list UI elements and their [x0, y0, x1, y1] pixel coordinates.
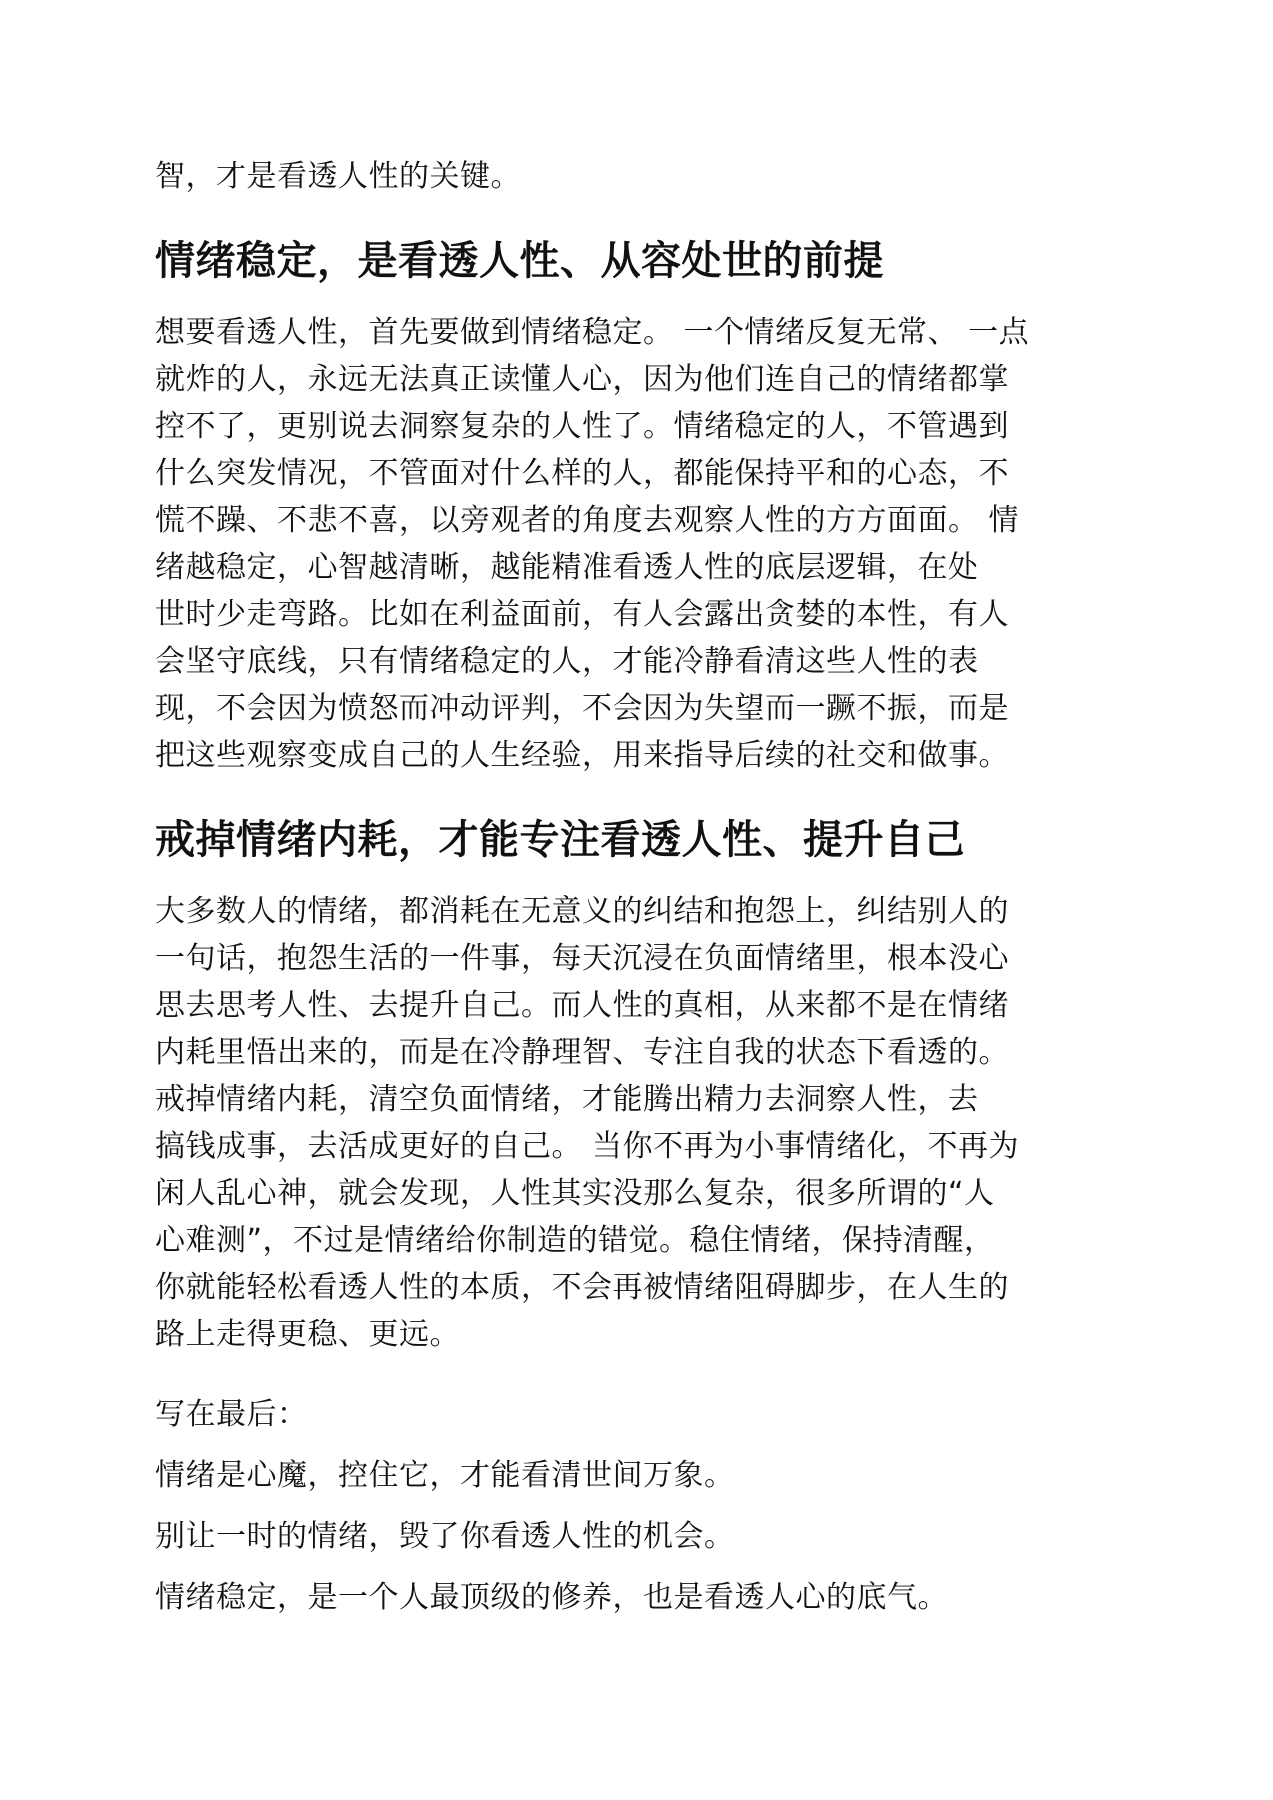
paragraph-line: 路上走得更稳、更远。 — [155, 1317, 460, 1352]
paragraph-line: 控不了，更别说去洞察复杂的人性了。情绪稳定的人，不管遇到 — [155, 409, 1009, 444]
paragraph-line: 心难测”，不过是情绪给你制造的错觉。稳住情绪，保持清醒， — [155, 1223, 995, 1258]
intro-line: 智，才是看透人性的关键。 — [155, 159, 521, 194]
document-page — [155, 0, 1120, 1800]
section2-heading: 戒掉情绪内耗，才能专注看透人性、提升自己 — [155, 817, 965, 863]
closing-line: 情绪是心魔，控住它，才能看清世间万象。 — [155, 1458, 735, 1493]
closing-label: 写在最后： — [155, 1397, 308, 1432]
paragraph-line: 现，不会因为愤怒而冲动评判，不会因为失望而一蹶不振，而是 — [155, 691, 1009, 726]
paragraph-line: 大多数人的情绪，都消耗在无意义的纠结和抱怨上，纠结别人的 — [155, 894, 1009, 929]
paragraph-line: 什么突发情况，不管面对什么样的人，都能保持平和的心态，不 — [155, 456, 1009, 491]
paragraph-line: 搞钱成事，去活成更好的自己。 当你不再为小事情绪化，不再为 — [155, 1129, 1020, 1164]
paragraph-line: 想要看透人性，首先要做到情绪稳定。 一个情绪反复无常、 一点 — [155, 315, 1030, 350]
paragraph-line: 绪越稳定，心智越清晰，越能精准看透人性的底层逻辑，在处 — [155, 550, 979, 585]
paragraph-line: 戒掉情绪内耗，清空负面情绪，才能腾出精力去洞察人性，去 — [155, 1082, 979, 1117]
paragraph-line: 你就能轻松看透人性的本质，不会再被情绪阻碍脚步，在人生的 — [155, 1270, 1009, 1305]
paragraph-line: 闲人乱心神，就会发现，人性其实没那么复杂，很多所谓的“人 — [155, 1176, 995, 1211]
paragraph-line: 就炸的人，永远无法真正读懂人心，因为他们连自己的情绪都掌 — [155, 362, 1009, 397]
section1-heading: 情绪稳定，是看透人性、从容处世的前提 — [155, 238, 884, 284]
closing-line: 别让一时的情绪，毁了你看透人性的机会。 — [155, 1519, 735, 1554]
paragraph-line: 思去思考人性、去提升自己。而人性的真相，从来都不是在情绪 — [155, 988, 1009, 1023]
paragraph-line: 内耗里悟出来的，而是在冷静理智、专注自我的状态下看透的。 — [155, 1035, 1009, 1070]
paragraph-line: 把这些观察变成自己的人生经验，用来指导后续的社交和做事。 — [155, 738, 1009, 773]
paragraph-line: 会坚守底线，只有情绪稳定的人，才能冷静看清这些人性的表 — [155, 644, 979, 679]
paragraph-line: 慌不躁、不悲不喜，以旁观者的角度去观察人性的方方面面。 情 — [155, 503, 1020, 538]
paragraph-line: 世时少走弯路。比如在利益面前，有人会露出贪婪的本性，有人 — [155, 597, 1009, 632]
closing-line: 情绪稳定，是一个人最顶级的修养，也是看透人心的底气。 — [155, 1580, 948, 1615]
paragraph-line: 一句话，抱怨生活的一件事，每天沉浸在负面情绪里，根本没心 — [155, 941, 1009, 976]
